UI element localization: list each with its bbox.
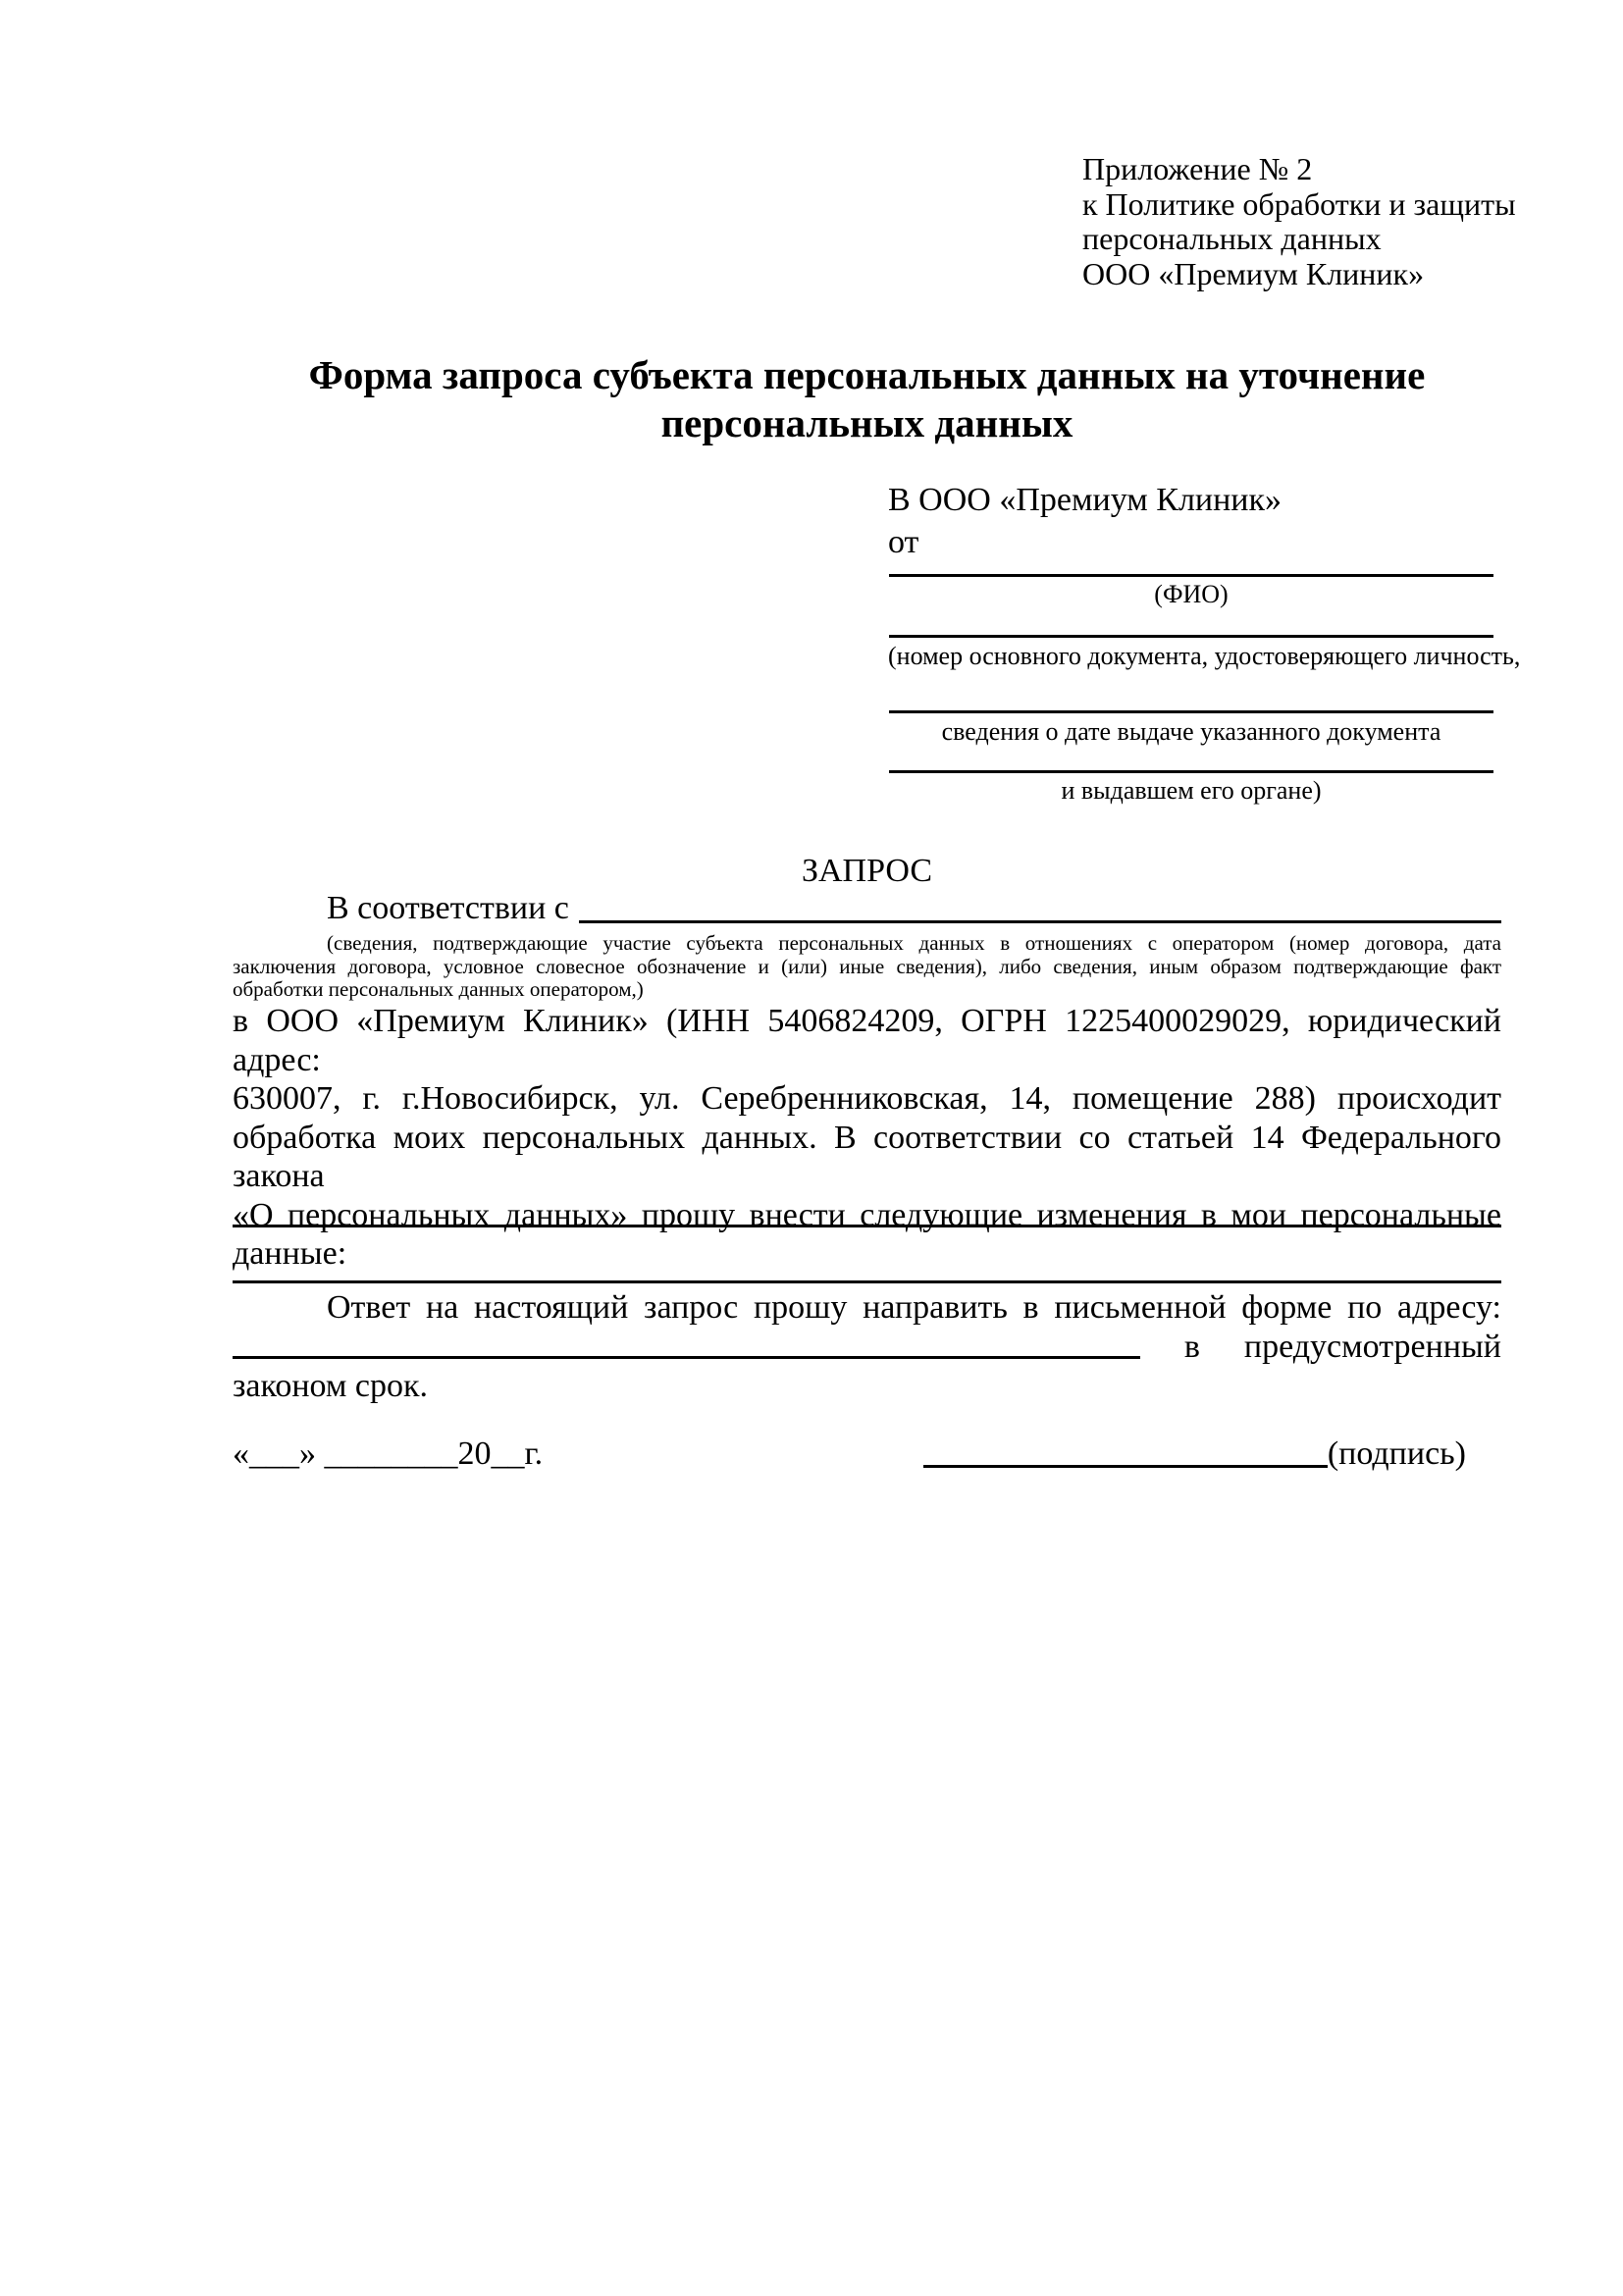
request-body-line: данные: — [233, 1235, 347, 1272]
reply-paragraph — [233, 1288, 1501, 1406]
date-signature-row — [233, 1433, 1501, 1476]
addressee-from-label: от — [888, 524, 919, 560]
request-heading: ЗАПРОС — [801, 853, 933, 889]
signature-blank-field — [923, 1433, 1328, 1468]
reply-address-row — [233, 1328, 1501, 1367]
identity-document-caption: (номер основного документа, удостоверяющего личность, — [888, 642, 1521, 670]
annex-line: ООО «Премиум Клиник» — [1082, 255, 1425, 291]
fio-blank-field — [889, 574, 1493, 577]
form-title-line: Форма запроса субъекта персональных данных на уточнение — [308, 352, 1426, 397]
identity-document-blank-field — [889, 635, 1493, 638]
request-body-line: в ООО «Премиум Клиник» (ИНН 5406824209, ОГРН 1225400029029, юридический адрес: — [233, 1003, 1501, 1078]
changes-blank-field — [233, 1280, 1501, 1283]
date-blank-field: «___» ________20__г. — [233, 1435, 544, 1472]
fine-print — [233, 932, 1501, 1002]
issuing-authority-caption: и выдавшем его органе) — [1061, 776, 1322, 805]
reply-tail-word: предусмотренный — [1243, 1329, 1501, 1365]
annex-line: персональных данных — [1082, 221, 1382, 256]
form-title — [233, 351, 1501, 447]
reply-closing-line: законом срок. — [233, 1368, 428, 1404]
changes-blank-field — [233, 1225, 1501, 1227]
annex-header — [1082, 152, 1516, 291]
request-body-line: 630007, г. г.Новосибирск, ул. Серебренниковская, 14, помещение 288) происходит — [233, 1080, 1501, 1117]
signature-caption: (подпись) — [1327, 1435, 1466, 1472]
fine-print-line: обработки персональных данных оператором,) — [233, 977, 644, 1001]
fine-print-line: (сведения, подтверждающие участие субъекта персональных данных в отношениях с оператором (номер договора, дата — [327, 931, 1501, 955]
reply-tail-word: в — [1183, 1329, 1200, 1365]
fine-print-line: заключения договора, условное словесное обозначение и (или) иные сведения), либо сведения, иным образом подтверждающие факт — [233, 954, 1501, 978]
accordance-row — [233, 889, 1501, 928]
issuing-authority-blank-field — [889, 770, 1493, 773]
annex-line: к Политике обработки и защиты — [1082, 185, 1516, 222]
form-title-line: персональных данных — [660, 400, 1073, 445]
issue-date-caption: сведения о дате выдаче указанного документа — [941, 717, 1441, 746]
request-body — [233, 1002, 1501, 1274]
addressee-to: В ООО «Премиум Клиник» — [888, 482, 1283, 518]
reply-request-line: Ответ на настоящий запрос прошу направить в письменной форме по адресу: — [327, 1289, 1501, 1326]
request-body-line: «О персональных данных» прошу внести следующие изменения в мои персональные — [233, 1196, 1501, 1233]
accordance-prefix: В соответствии с — [327, 890, 569, 926]
accordance-blank-field — [579, 889, 1501, 923]
addressee-block — [888, 479, 1494, 563]
annex-line: Приложение № 2 — [1082, 151, 1313, 186]
reply-address-blank-field — [233, 1328, 1140, 1359]
fio-caption: (ФИО) — [1154, 580, 1229, 608]
request-body-line: обработка моих персональных данных. В соответствии со статьей 14 Федерального закона — [233, 1119, 1501, 1194]
issue-date-blank-field — [889, 710, 1493, 713]
signature-group — [923, 1433, 1466, 1476]
